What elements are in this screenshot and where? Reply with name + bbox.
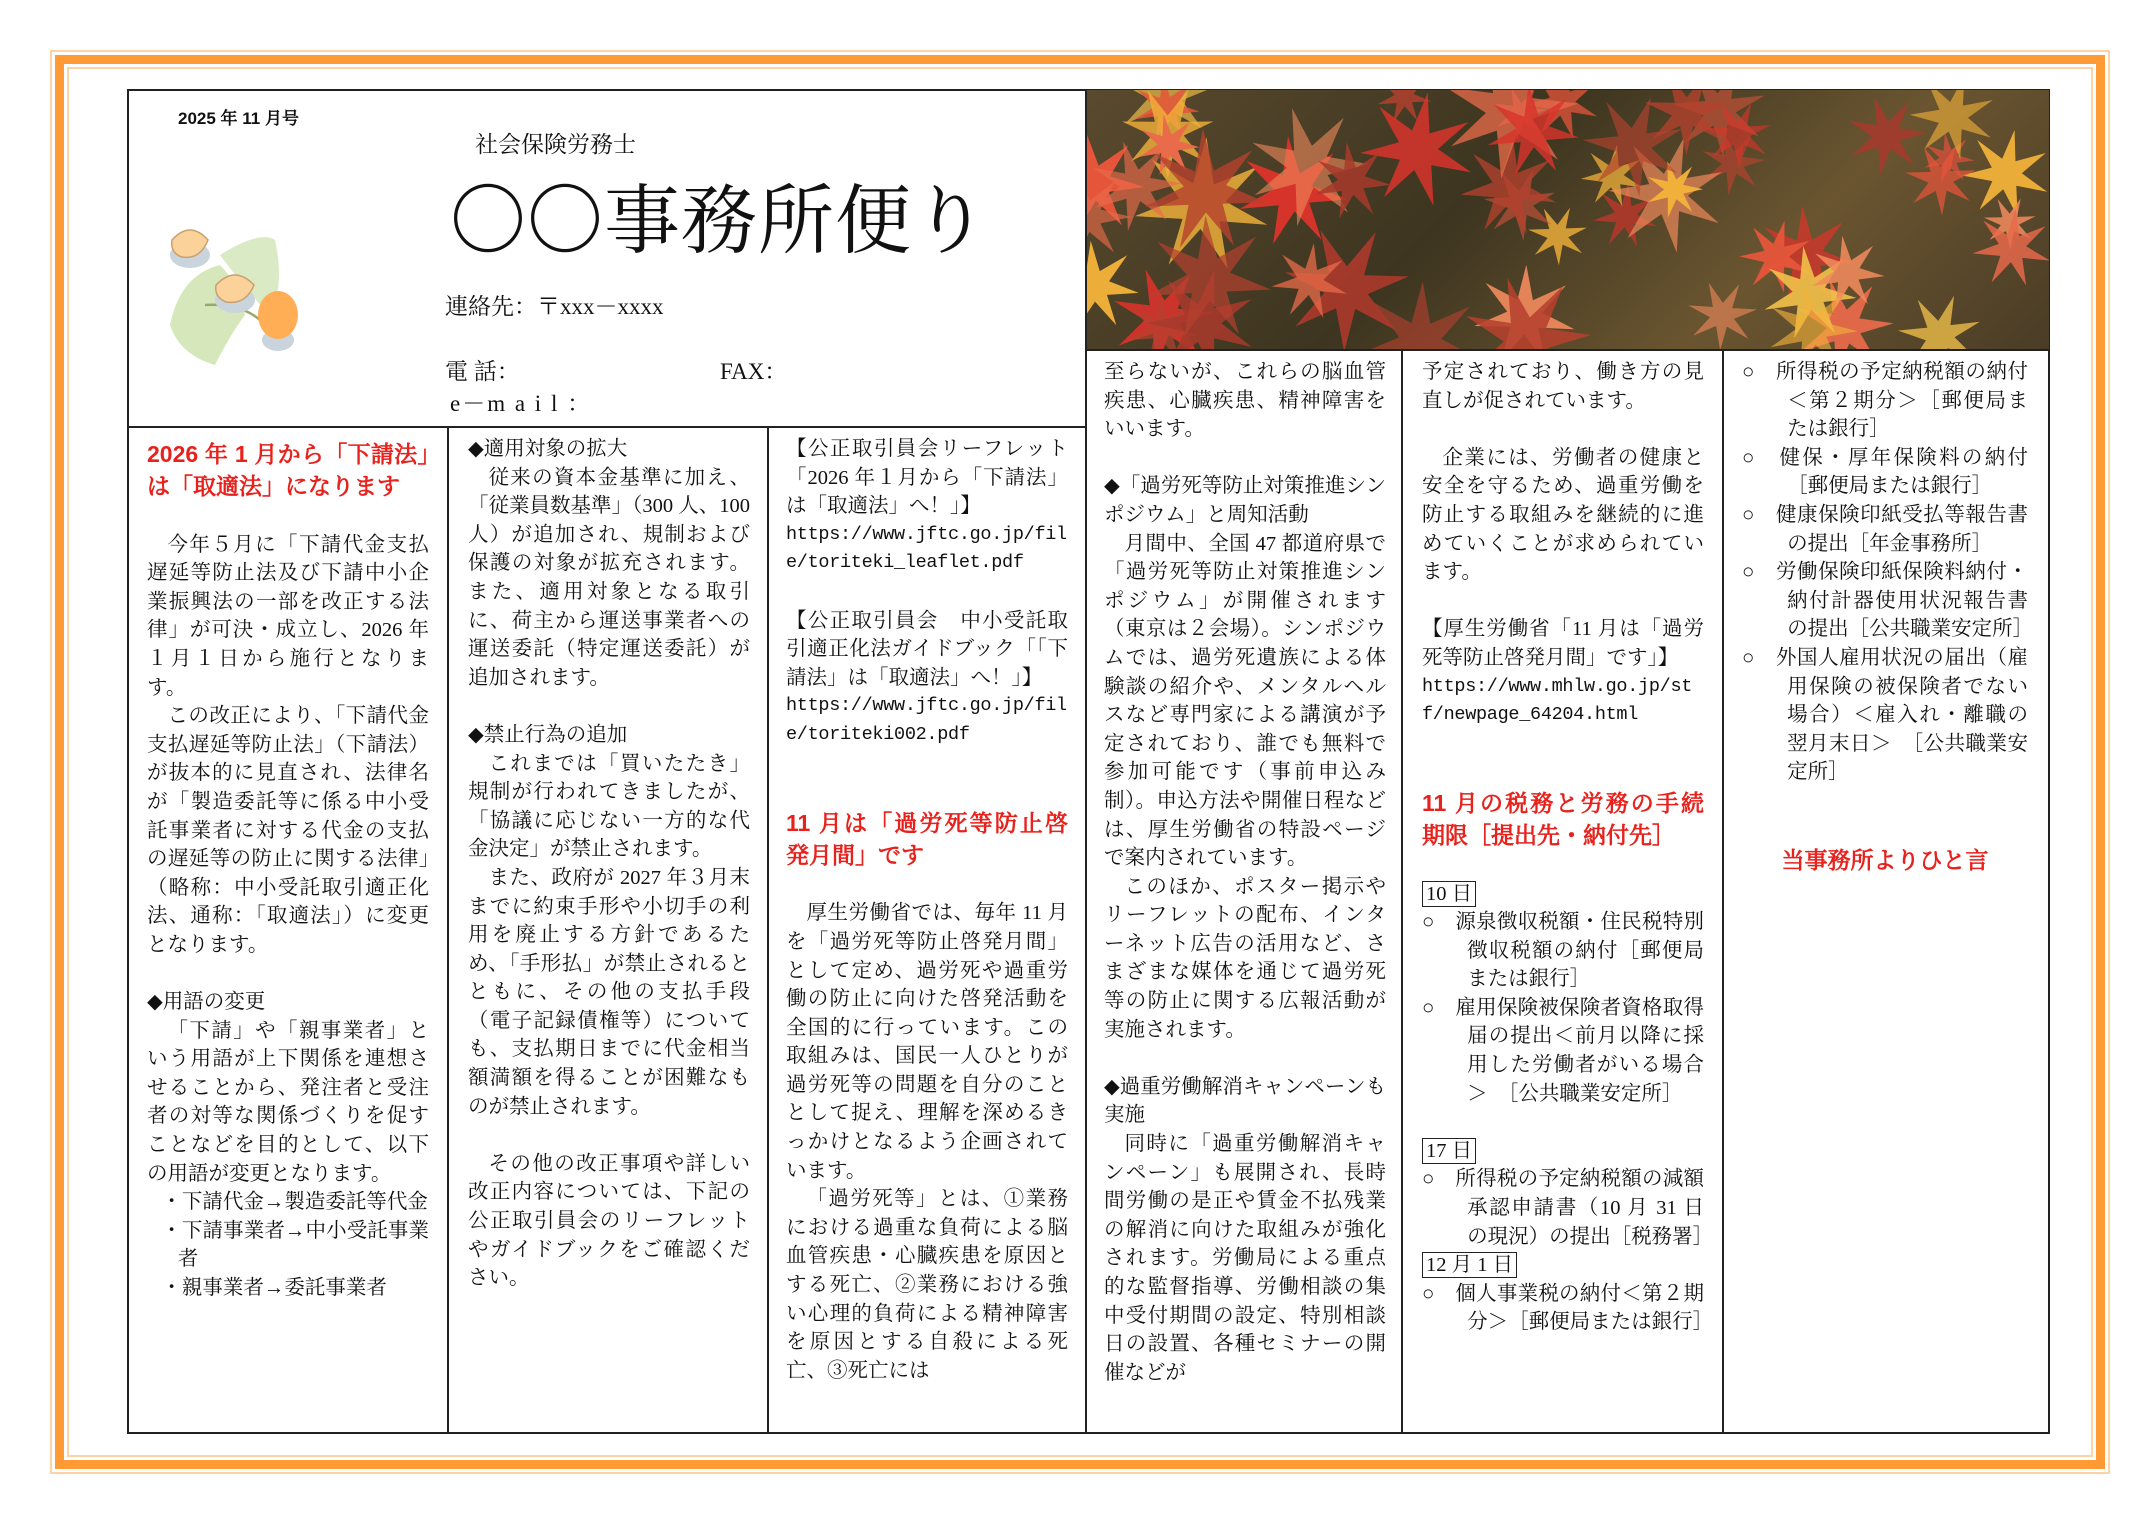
link-url[interactable]: https://www.jftc.go.jp/file/toriteki002.pdf [786,695,1067,745]
date-badge: 12 月 1 日 [1422,1252,1517,1278]
section-heading: 2026 年 1 月から「下請法」は「取適法」になります [147,441,429,499]
column-divider [1085,90,1087,1433]
paragraph: 【公正取引員会リーフレット「2026 年１月から「下請法」は「取適法」へ！」】 [786,438,1068,518]
deadline-item: ○ 健保・厚年保険料の納付 ［郵便局または銀行］ [1742,446,2049,498]
paragraph: このほか、ポスター掲示やリーフレットの配布、インターネット広告の活用など、さまざまな媒体を通じて過労死等の防止に関する広報活動が実施されます。 [1104,875,1386,1041]
paragraph: この改正により、「下請代金支払遅延等防止法」（下請法）が抜本的に見直され、法律名が「製造委託等に係る中小受託事業者に対する代金の支払の遅延等の防止に関する法律」（略称：中小受託取引適正化法、通称：「取適法」）に変更となります。 [147,705,429,956]
column-3 [786,435,1068,1385]
deadline-item: ○ 所得税の予定納税額の納付＜第２期分＞［郵便局または銀行］ [1742,361,2028,441]
paragraph: 【厚生労働省「11 月は「過労死等防止啓発月間」です」】 [1422,618,1704,669]
deadline-item: ○ 源泉徴収税額・住民税特別徴収税額の納付［郵便局または銀行］ [1422,911,1704,991]
list-item: ・親事業者→委託事業者 [161,1277,387,1300]
maple-leaf [1891,283,1994,349]
column-divider [1722,349,1724,1433]
spacer [1742,787,2028,816]
paragraph: 月間中、全国 47 都道府県で「過労死等防止対策推進シンポジウム」が開催されます（東京は２会場）。シンポジウムでは、過労死遺族による体験談の紹介や、メンタルヘルスなど専門家による講演が予定されており、誰でも無料で参加可能です（事前申込み制）。申込方法や開催日程などは、厚生労働省の特設ページで案内されています。 [1104,532,1386,870]
deadline-date [1422,1137,1704,1166]
spacer [786,871,1068,900]
maple-leaf [1357,91,1473,210]
paragraph: 従来の資本金基準に加え、「従業員数基準」（300 人、100 人）が追加され、規制および保護の対象が拡充されます。また、適用対象となる取引に、荷主から運送事業者への運送委託（特定運送委託）が追加されます。 [468,466,750,689]
spacer [786,750,1068,779]
column-5 [1422,358,1714,1337]
paragraph: 「過労死等」とは、①業務における過重な負荷による脳血管疾患・心臓疾患を原因とする死亡、②業務における強い心理的負荷による精神障害を原因とする自殺による死亡、③死亡には [786,1188,1068,1382]
spacer [1422,730,1704,759]
profession-label: 社会保険労務士 [475,131,636,157]
header-divider [127,426,1087,428]
maple-leaf [1677,268,1770,349]
deadline-item: ○ 個人事業税の納付＜第２期分＞［郵便局または銀行］ [1422,1282,1714,1334]
spacer [1742,816,2028,845]
deadline-item: ○ 所得税の予定納税額の減額承認申請書（10 月 31 日の現況）の提出［税務署］ [1422,1168,1714,1248]
paragraph: 予定されており、働き方の見直しが促されています。 [1422,361,1704,412]
column-2 [468,435,750,1293]
maple-leaf [1960,129,2048,219]
spacer [1422,415,1704,444]
column-6 [1742,358,2049,876]
paragraph: これまでは「買いたたき」規制が行われてきましたが、「協議に応じない一方的な代金決定」が禁止されます。 [468,752,750,861]
deadline-date [1422,1251,1704,1280]
paragraph: 企業には、労働者の健康と安全を守るため、過重労働を防止する取組みを継続的に進めていくことが求められています。 [1422,446,1704,584]
paragraph: ◆用語の変更 [147,991,266,1014]
spacer [786,578,1068,607]
paragraph: ◆過重労働解消キャンペーンも実施 [1104,1075,1386,1127]
spacer [147,960,429,989]
paragraph: 【公正取引員会 中小受託取引適正化法ガイドブック「「下請法」は「取適法」へ！」】 [786,609,1068,689]
column-divider [1401,349,1403,1433]
spacer [786,778,1068,807]
paragraph: 「下請」や「親事業者」という用語が上下関係を連想させることから、発注者と受注者の対等な関係づくりを促すことなどを目的として、以下の用語が変更となります。 [147,1019,429,1185]
newsletter-title: 〇〇事務所便り [450,179,989,264]
link-url[interactable]: https://www.jftc.go.jp/file/toriteki_leaflet.pdf [786,523,1067,574]
autumn-leaves-photo [1086,90,2049,351]
contact-email: e－m a i l ： [450,391,593,416]
spacer [468,1121,750,1150]
list-item: ・下請事業者→中小受託事業者 [161,1219,429,1271]
date-badge: 17 日 [1422,1138,1476,1164]
issue-date: 2025 年 11 月号 [178,109,299,128]
spacer [1422,851,1704,880]
contact-address: 連絡先：〒xxx－xxxx [445,294,664,319]
paragraph: 同時に「過重労働解消キャンペーン」も展開され、長時間労働の是正や賃金不払残業の解消に向けた取組みが強化されます。労働局による重点的な監督指導、労働相談の集中受付期間の設定、特別相談日の設置、各種セミナーの開催などが [1104,1133,1386,1384]
column-divider [767,427,769,1433]
date-badge: 10 日 [1422,881,1476,907]
spacer [468,692,750,721]
deadline-item: ○ 雇用保険被保険者資格取得届の提出＜前月以降に採用した労働者がいる場合＞ ［公共職業安定所］ [1422,996,1704,1105]
section-heading: 11 月の税務と労務の手続期限［提出先・納付先］ [1422,789,1704,848]
deadline-item: ○ 労働保険印紙保険料納付・納付計器使用状況報告書の提出［公共職業安定所］ [1742,561,2034,641]
contact-phone: 電 話： [445,359,520,384]
paragraph: ◆禁止行為の追加 [468,723,628,746]
deadline-item: ○ 外国人雇用状況の届出（雇用保険の被保険者でない場合）＜雇入れ・離職の翌月末日＞ ［公共職業安定所］ [1742,646,2028,784]
column-divider [447,427,449,1433]
paragraph: 今年５月に「下請代金支払遅延等防止法及び下請中小企業振興法の一部を改正する法律」が可決・成立し、2026 年１月１日から施行となります。 [147,533,429,699]
column-4 [1104,358,1386,1387]
paragraph: また、政府が 2027 年３月末までに約束手形や小切手の利用を廃止する方針であるため、「手形払」が禁止されるとともに、その他の支払手段（電子記録債権等）についても、支払期日までに代金相当額満額を得ることが困難なものが禁止されます。 [468,866,750,1118]
link-url[interactable]: https://www.mhlw.go.jp/stf/newpage_64204.html [1422,675,1693,726]
paragraph: ◆適用対象の拡大 [468,438,628,460]
section-heading: 当事務所よりひと言 [1781,847,1989,874]
paragraph: 厚生労働省では、毎年 11 月を「過労死等防止啓発月間」として定め、過労死や過重労働の防止に向けた啓発活動を全国的に行っています。この取組みは、国民一人ひとりが過労死等の問題を自分のこととして捉え、理解を深めるきっかけとなるよう企画されています。 [786,902,1068,1182]
deadline-item: ○ 健康保険印紙受払等報告書の提出［年金事務所］ [1742,503,2028,555]
column-1 [147,438,429,1303]
paragraph: その他の改正事項や詳しい改正内容については、下記の公正取引員会のリーフレットやガイドブックをご確認ください。 [468,1152,750,1290]
contact-fax: FAX： [720,359,788,384]
spacer [1422,587,1704,616]
spacer [1422,1108,1704,1137]
spacer [1104,444,1386,473]
spacer [1104,1044,1386,1073]
ginkgo-illustration [160,185,360,375]
spacer [147,502,429,531]
paragraph: 至らないが、これらの脳血管疾患、心臓疾患、精神障害をいいます。 [1104,361,1386,441]
deadline-date [1422,880,1704,909]
list-item: ・下請代金→製造委託等代金 [161,1191,428,1214]
paragraph: ◆「過労死等防止対策推進シンポジウム」と周知活動 [1104,475,1386,526]
section-heading: 11 月は「過労死等防止啓発月間」です [786,809,1068,868]
spacer [1422,758,1704,787]
